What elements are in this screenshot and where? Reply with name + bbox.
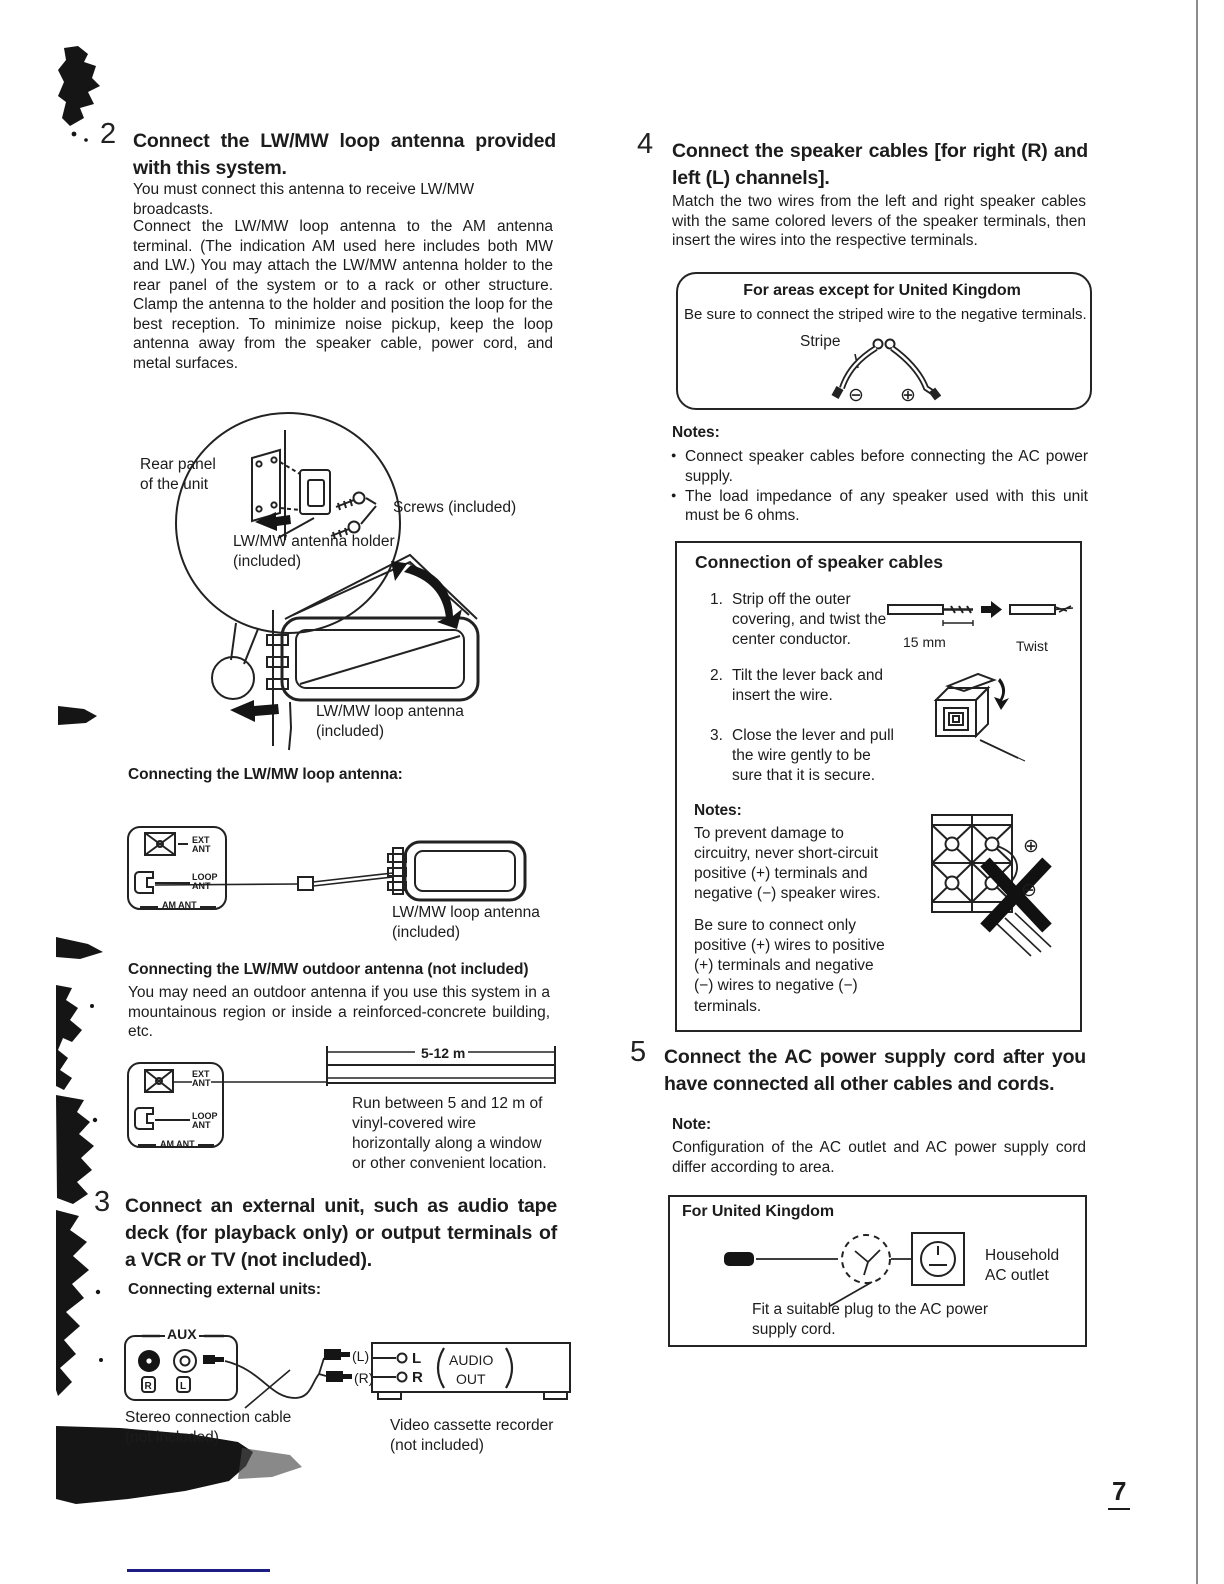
speaker-step-3-text: Close the lever and pull the wire gently to be sure that it is secure. xyxy=(732,727,894,785)
outdoor-caption: Run between 5 and 12 m of vinyl-covered wire horizontally along a window or other convenient location. xyxy=(352,1095,547,1173)
plug-r-label: (R) xyxy=(354,1370,374,1386)
speaker-step-2-num: 2. xyxy=(710,667,723,684)
aux-l-letter: L xyxy=(180,1381,187,1392)
external-units-heading: Connecting external units: xyxy=(128,1281,321,1298)
vcr-label: Video cassette recorder (not included) xyxy=(390,1417,554,1455)
ext-ant-icon xyxy=(145,1070,173,1092)
speaker-step-1-num: 1. xyxy=(710,591,723,608)
step4-title: Connect the speaker cables [for right (R) and left (L) channels]. xyxy=(672,140,1088,189)
screw-icon xyxy=(336,493,365,511)
speaker-notes-title: Notes: xyxy=(694,802,742,819)
scan-wedge-1 xyxy=(58,706,97,725)
bottom-blue-rule xyxy=(127,1569,270,1572)
twist-label: Twist xyxy=(1016,638,1048,654)
uk-plug-diagram xyxy=(690,1222,990,1312)
stripe-label: Stripe xyxy=(800,333,841,350)
short-circuit-warning-diagram xyxy=(925,810,1075,960)
dangling-wire xyxy=(289,702,291,750)
speaker-note-1: To prevent damage to circuitry, never short-circuit positive (+) terminals and negative (−) speaker wires. xyxy=(694,825,881,903)
vcr-l-letter: L xyxy=(412,1350,422,1367)
step2-intro: You must connect this antenna to receive LW/MW broadcasts. xyxy=(133,181,475,219)
ac-outlet-icon xyxy=(912,1233,964,1285)
speaker-step-1-text: Strip off the outer covering, and twist the center conductor. xyxy=(732,591,887,649)
lever-terminal-diagram xyxy=(918,670,1028,765)
step2-body: Connect the LW/MW loop antenna to the AM antenna terminal. (The indication AM used here includes both MW and LW.) You may attach the LW/MW antenna holder to the rear panel of the system or to a rack or other structure. Clamp the antenna to the holder and position the loop for the best reception. To minimize noise pickup, keep the loop antenna away from the speaker cable, power cord, and metal surfaces. xyxy=(133,218,553,372)
minus-symbol: ⊖ xyxy=(1021,880,1037,901)
am-ant-label: AM ANT xyxy=(162,900,197,910)
outdoor-body: You may need an outdoor antenna if you use this system in a mountainous region or inside a reinforced-concrete building, etc. xyxy=(128,984,550,1041)
twisted-wire xyxy=(1010,605,1055,614)
uk-box-title: For United Kingdom xyxy=(682,1203,834,1220)
uk-caption: Fit a suitable plug to the AC power supply cord. xyxy=(752,1301,989,1339)
step3-title: Connect an external unit, such as audio tape deck (for playback only) or output terminals of a VCR or TV (not included). xyxy=(125,1195,557,1271)
clamp-detail-circle xyxy=(212,657,254,699)
loop-antenna-label: LW/MW loop antenna (included) xyxy=(316,703,464,741)
cable-curve xyxy=(225,1361,319,1398)
wire-needle xyxy=(980,740,1018,758)
outdoor-heading: Connecting the LW/MW outdoor antenna (not included) xyxy=(128,961,529,978)
loop-connect-heading: Connecting the LW/MW loop antenna: xyxy=(128,766,403,783)
step2-number: 2 xyxy=(100,118,117,150)
step5-number: 5 xyxy=(630,1036,647,1068)
plus-terminal-symbol: ⊕ xyxy=(900,385,916,404)
wire-distance-label: 5-12 m xyxy=(418,1045,468,1061)
page-right-border xyxy=(1196,0,1198,1584)
striped-wire-left xyxy=(842,348,876,388)
audio-label: AUDIO xyxy=(449,1352,494,1368)
scan-wedge-2 xyxy=(56,937,103,959)
note-bullet-2: ● The load impedance of any speaker used with this unit must be 6 ohms. xyxy=(672,487,1088,527)
aux-label: AUX xyxy=(167,1326,197,1342)
arrow-icon xyxy=(981,601,1002,618)
am-ant-label: AM ANT xyxy=(160,1139,195,1149)
step4-body: Match the two wires from the left and right speaker cables with the same colored levers of the speaker terminals, then insert the wires into the respective terminals. xyxy=(672,193,1086,250)
note-bullet-1: ● Connect speaker cables before connecting the AC power supply. xyxy=(672,447,1088,487)
loop-antenna-included-label: LW/MW loop antenna (included) xyxy=(392,904,540,942)
plus-symbol: ⊕ xyxy=(1023,836,1039,857)
caption-leader xyxy=(245,1370,290,1408)
scan-streak-c xyxy=(56,1210,89,1396)
strip-length-label: 15 mm xyxy=(903,634,946,650)
aux-jack-open xyxy=(174,1350,196,1372)
screws-label: Screws (included) xyxy=(393,499,517,516)
step4-number: 4 xyxy=(637,128,654,160)
step2-title: Connect the LW/MW loop antenna provided with this system. xyxy=(133,130,556,179)
except-uk-title: For areas except for United Kingdom xyxy=(743,282,1021,299)
step5-note-title: Note: xyxy=(672,1116,712,1133)
page-number: 7 xyxy=(1108,1476,1130,1510)
household-outlet-label: Household AC outlet xyxy=(985,1247,1060,1285)
scan-streak-a xyxy=(56,985,82,1090)
rca-plug-top xyxy=(324,1349,341,1360)
rca-plug-bottom xyxy=(326,1371,343,1382)
antenna-cable xyxy=(155,884,298,885)
speaker-step-3-num: 3. xyxy=(710,727,723,744)
out-label: OUT xyxy=(456,1371,486,1387)
loop-ant-label: LOOP ANT xyxy=(192,1111,218,1131)
scan-blob-top-left xyxy=(58,46,100,126)
ext-ant-icon xyxy=(145,833,175,855)
ext-ant-label: EXT ANT xyxy=(192,835,211,855)
lever-arrow xyxy=(994,678,1009,710)
except-uk-body: Be sure to connect the striped wire to the negative terminals. xyxy=(684,306,1087,323)
fit-plug-circle xyxy=(842,1235,890,1283)
ext-ant-label: EXT ANT xyxy=(192,1069,211,1089)
step5-title: Connect the AC power supply cord after you have connected all other cables and cords. xyxy=(664,1046,1086,1095)
wire-insulation xyxy=(888,605,943,614)
antenna-terminal-panel xyxy=(128,827,226,909)
speaker-box-title: Connection of speaker cables xyxy=(695,552,943,572)
aux-r-letter: R xyxy=(144,1381,152,1392)
strip-twist-diagram xyxy=(885,600,1075,630)
notes-title: Notes: xyxy=(672,424,720,441)
arrow-left-bottom xyxy=(230,700,279,722)
vcr-r-letter: R xyxy=(412,1369,423,1386)
antenna-holder-bracket xyxy=(300,470,330,514)
loop-ant-jack-icon xyxy=(135,1108,153,1129)
loop-ant-label: LOOP ANT xyxy=(192,872,218,892)
holder-label: LW/MW antenna holder (included) xyxy=(233,533,395,571)
step3-number: 3 xyxy=(94,1186,111,1218)
audio-out-paren-right xyxy=(506,1348,512,1388)
plug-l-label: (L) xyxy=(352,1348,370,1364)
scan-streak-b xyxy=(56,1095,94,1204)
minus-terminal-symbol: ⊖ xyxy=(848,385,864,404)
stereo-cable-label: Stereo connection cable (not included) xyxy=(125,1409,292,1447)
power-cord-plug xyxy=(724,1252,754,1266)
outdoor-wire-bar xyxy=(327,1065,555,1083)
speaker-note-2: Be sure to connect only positive (+) wires to positive (+) terminals and negative (−) wires to negative (−) terminals. xyxy=(694,917,885,1015)
rear-panel-label: Rear panel of the unit xyxy=(140,456,216,494)
speaker-step-2-text: Tilt the lever back and insert the wire. xyxy=(732,667,884,705)
step5-note: Configuration of the AC outlet and AC power supply cord differ according to area. xyxy=(672,1139,1086,1176)
notes-list xyxy=(672,447,1088,526)
cable-connector xyxy=(298,877,313,890)
audio-out-paren-left xyxy=(438,1348,444,1388)
loop-ant-jack-icon xyxy=(135,872,153,893)
